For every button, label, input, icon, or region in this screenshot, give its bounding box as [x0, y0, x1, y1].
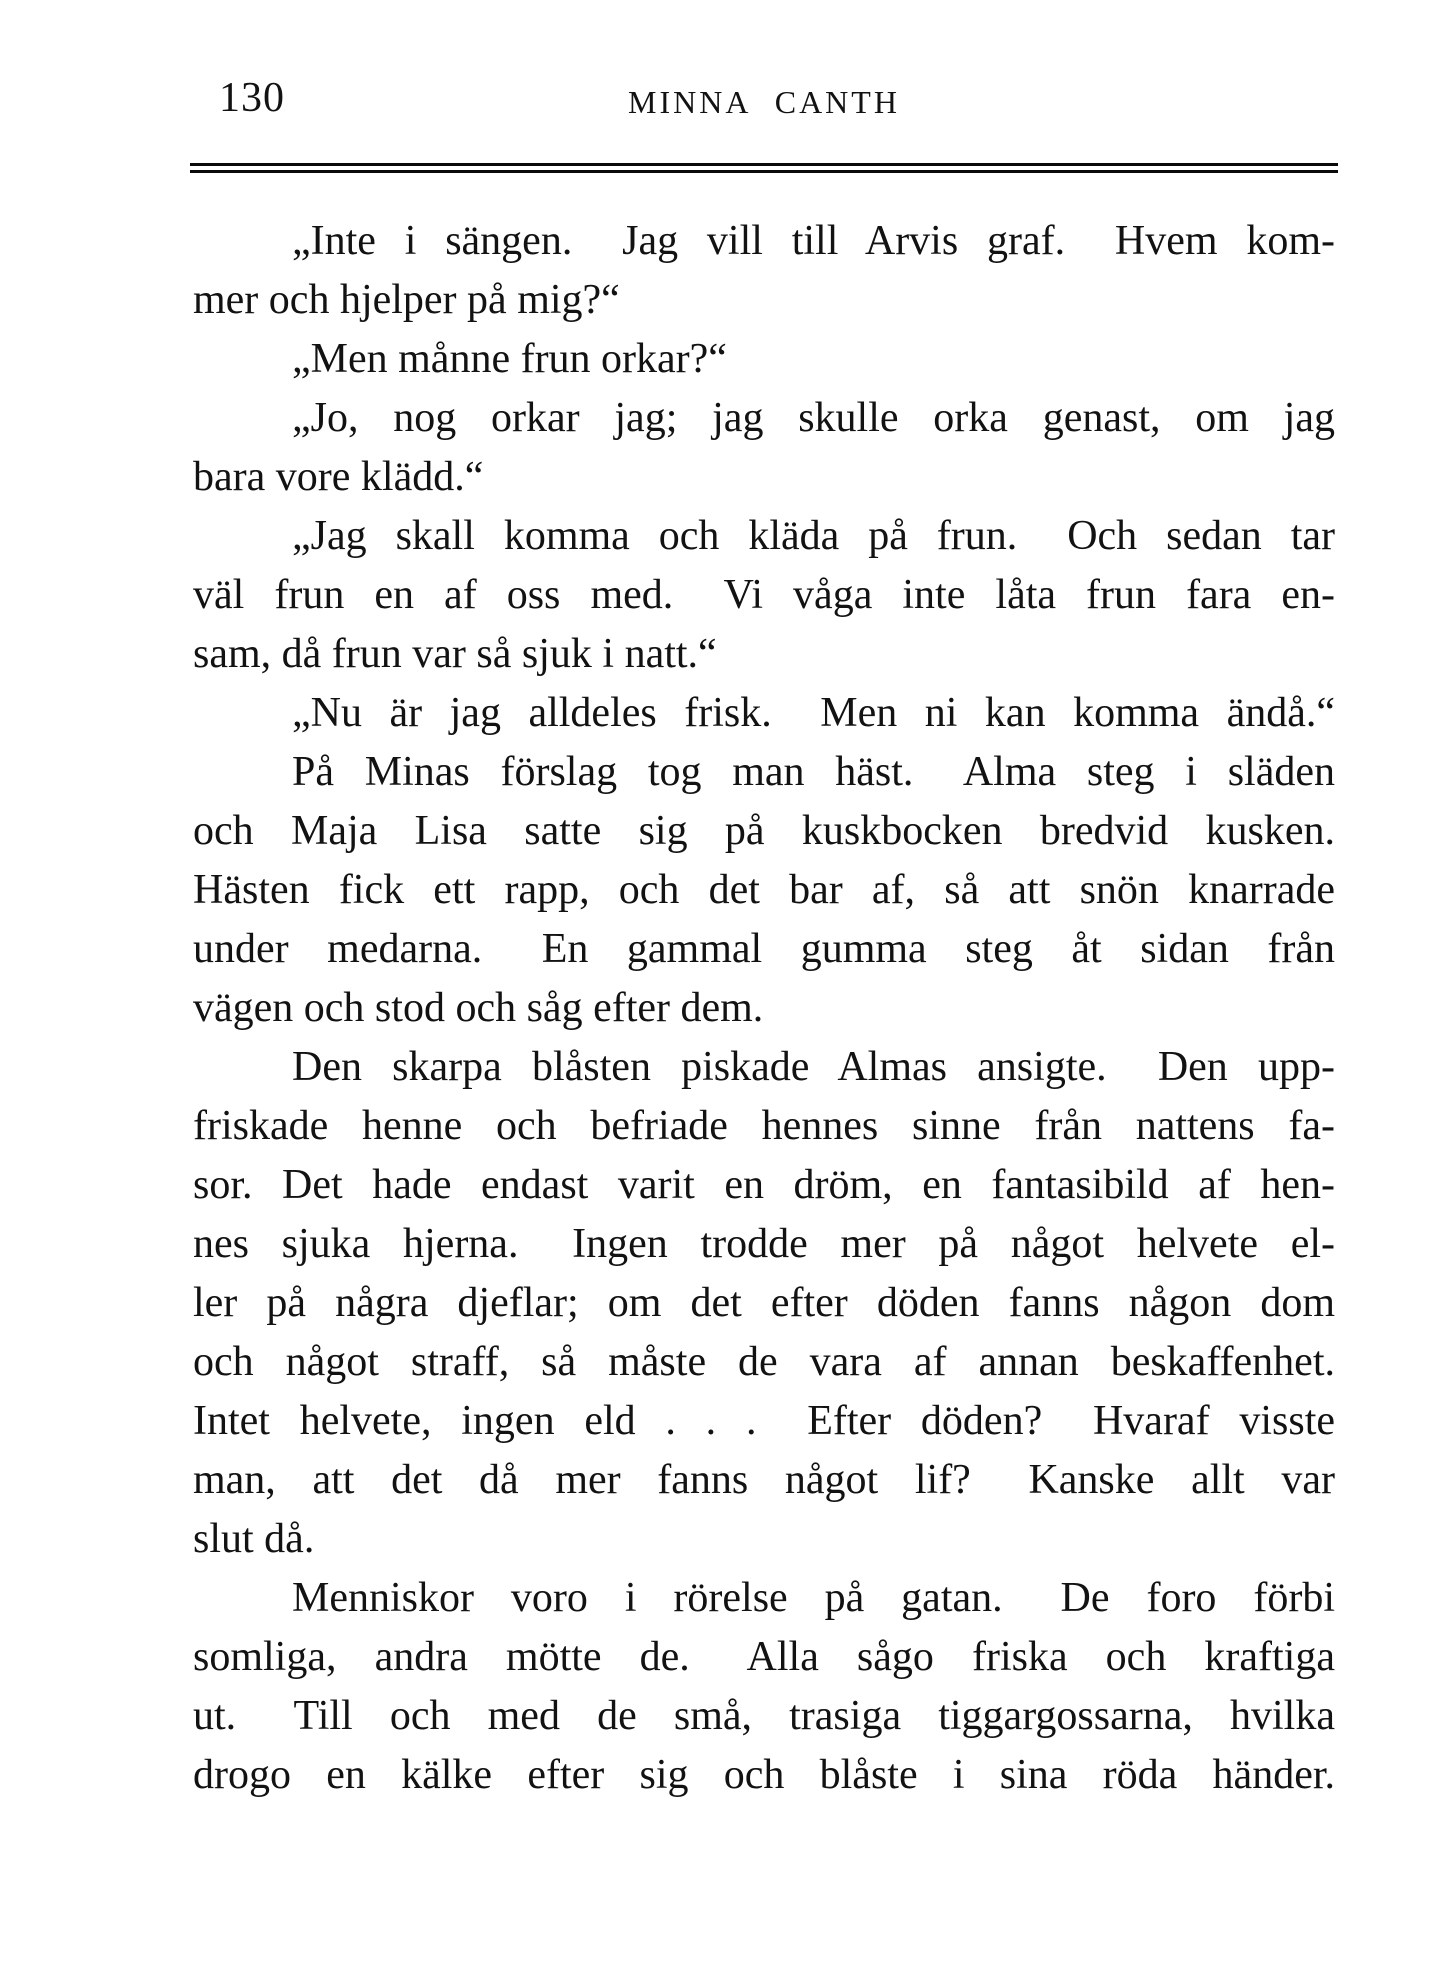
text-line: man, att det då mer fanns något lif? Kanske allt var [193, 1457, 1335, 1503]
text-line: friskade henne och befriade hennes sinne från nattens fa- [193, 1103, 1335, 1149]
page-number: 130 [219, 75, 285, 121]
text-line: sor. Det hade endast varit en dröm, en fantasibild af hen- [193, 1162, 1335, 1208]
text-line: och Maja Lisa satte sig på kuskbocken bredvid kusken. [193, 808, 1335, 854]
text-line: bara vore klädd.“ [193, 454, 484, 500]
text-line: sam, då frun var så sjuk i natt.“ [193, 631, 717, 677]
text-line: mer och hjelper på mig?“ [193, 277, 620, 323]
text-line: „Inte i sängen. Jag vill till Arvis graf. Hvem kom- [292, 218, 1335, 264]
text-line: slut då. [193, 1516, 315, 1562]
running-head: MINNA CANTH [628, 84, 900, 120]
page-header [193, 76, 1335, 122]
text-line: och något straff, så måste de vara af annan beskaffenhet. [193, 1339, 1335, 1385]
text-line: Menniskor voro i rörelse på gatan. De foro förbi [292, 1575, 1335, 1621]
text-line: „Nu är jag alldeles frisk. Men ni kan komma ändå.“ [292, 690, 1335, 736]
text-line: Den skarpa blåsten piskade Almas ansigte. Den upp- [292, 1044, 1335, 1090]
text-line: drogo en kälke efter sig och blåste i sina röda händer. [193, 1752, 1335, 1798]
text-line: under medarna. En gammal gumma steg åt sidan från [193, 926, 1335, 972]
text-line: Intet helvete, ingen eld . . . Efter döden? Hvaraf visste [193, 1398, 1335, 1444]
text-line: „Jo, nog orkar jag; jag skulle orka genast, om jag [292, 395, 1335, 441]
text-line: „Jag skall komma och kläda på frun. Och sedan tar [292, 513, 1335, 559]
text-line: somliga, andra mötte de. Alla sågo friska och kraftiga [193, 1634, 1335, 1680]
text-line: Hästen fick ett rapp, och det bar af, så att snön knarrade [193, 867, 1335, 913]
text-line: På Minas förslag tog man häst. Alma steg i släden [292, 749, 1335, 795]
text-line: nes sjuka hjerna. Ingen trodde mer på något helvete el- [193, 1221, 1335, 1267]
body-text [193, 212, 1335, 1805]
text-line: ut. Till och med de små, trasiga tiggargossarna, hvilka [193, 1693, 1335, 1739]
text-line: väl frun en af oss med. Vi våga inte låta frun fara en- [193, 572, 1335, 618]
header-rule [190, 163, 1338, 173]
text-line: ler på några djeflar; om det efter döden fanns någon dom [193, 1280, 1335, 1326]
text-line: vägen och stod och såg efter dem. [193, 985, 764, 1031]
text-line: „Men månne frun orkar?“ [292, 336, 727, 382]
